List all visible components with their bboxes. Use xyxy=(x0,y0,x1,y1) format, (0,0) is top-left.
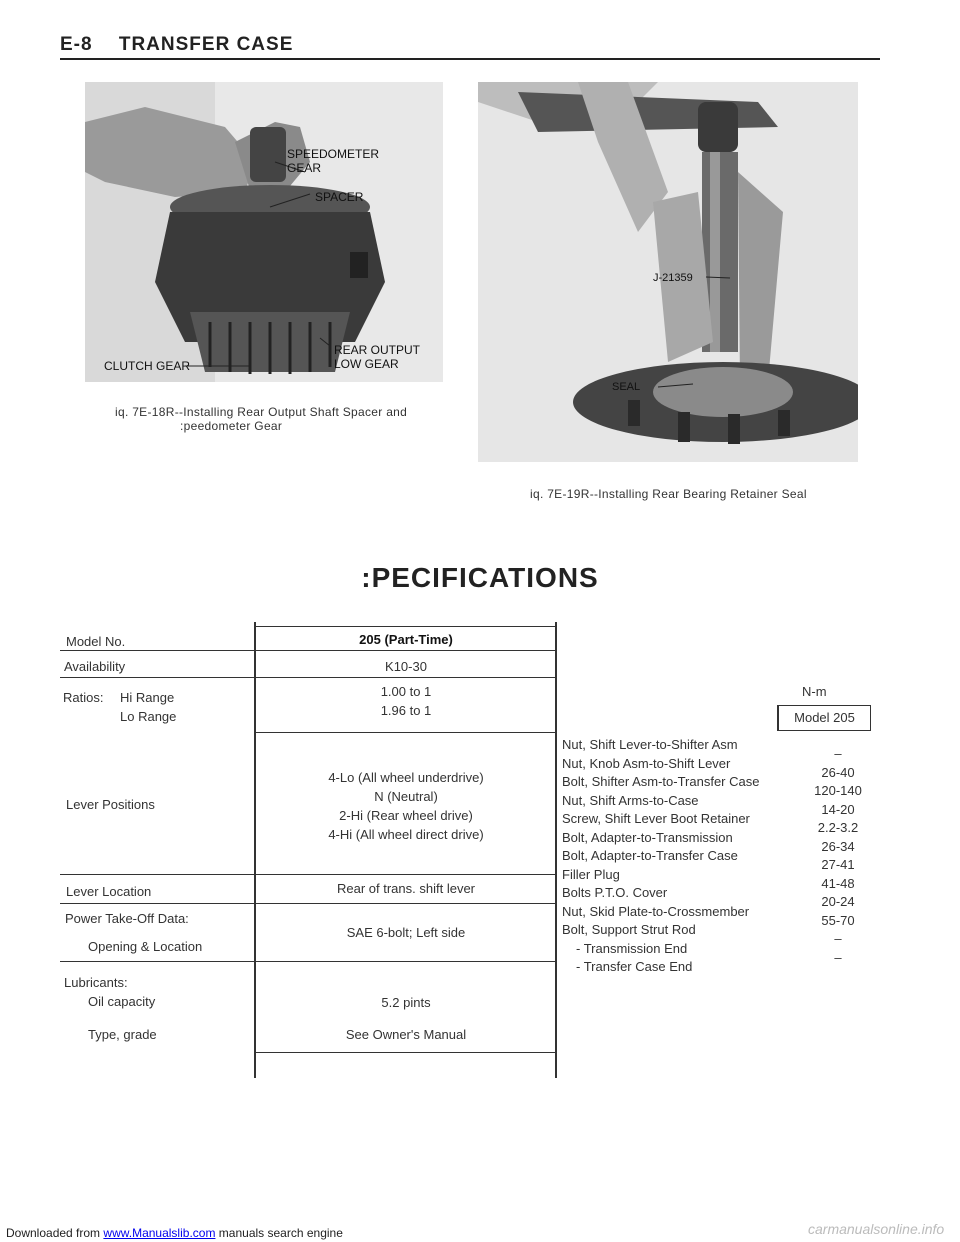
label-line: REAR OUTPUT xyxy=(334,343,421,357)
footer xyxy=(6,1226,343,1240)
spec-label-pto-opening: Opening & Location xyxy=(88,939,203,954)
torque-value: – xyxy=(834,931,842,946)
torque-value: 27-41 xyxy=(821,857,855,872)
spec-value-availability: K10-30 xyxy=(385,659,427,674)
torque-item: - Transmission End xyxy=(576,940,688,956)
spec-value-lever-pos-3: 2-Hi (Rear wheel drive) xyxy=(339,808,473,823)
torque-item: Bolt, Shifter Asm-to-Transfer Case xyxy=(562,774,760,789)
section-title: TRANSFER CASE xyxy=(118,34,294,55)
torque-value: – xyxy=(834,949,842,965)
header-rule xyxy=(60,58,880,60)
torque-value: 120-140 xyxy=(814,783,862,798)
label-tool-j21359: J-21359 xyxy=(653,272,693,284)
figure-right-caption: iq. 7E-19R--Installing Rear Bearing Retainer Seal xyxy=(530,487,807,501)
label-line: LOW GEAR xyxy=(334,357,399,371)
spec-label-lever-location: Lever Location xyxy=(66,884,152,899)
torque-model-header: Model 205 xyxy=(777,705,871,731)
torque-item: Bolt, Adapter-to-Transmission xyxy=(562,829,733,845)
torque-value: 26-34 xyxy=(821,838,855,854)
spec-value-lever-pos-1: 4-Lo (All wheel underdrive) xyxy=(328,770,484,785)
table-rule xyxy=(60,650,556,651)
manualslib-link[interactable]: www.Manualslib.com xyxy=(103,1226,216,1240)
torque-item: Nut, Knob Asm-to-Shift Lever xyxy=(562,755,731,771)
torque-values-list xyxy=(808,745,868,967)
label-clutch-gear: CLUTCH GEAR xyxy=(104,359,191,373)
caption-line: iq. 7E-18R--Installing Rear Output Shaft Spacer and xyxy=(115,405,408,419)
table-rule xyxy=(256,1052,556,1053)
label-speedometer-gear xyxy=(287,147,379,175)
spec-value-type-grade: See Owner's Manual xyxy=(345,1027,467,1042)
table-rule xyxy=(256,732,556,733)
label-line: GEAR xyxy=(287,161,322,175)
spec-label-pto: Power Take-Off Data: xyxy=(65,911,189,926)
table-rule xyxy=(60,874,556,875)
torque-item: Nut, Shift Lever-to-Shifter Asm xyxy=(562,737,738,752)
page-number: E-8 xyxy=(60,34,93,55)
spec-value-pto: SAE 6-bolt; Left side xyxy=(346,925,466,940)
table-rule xyxy=(60,677,556,678)
label-seal: SEAL xyxy=(612,381,641,393)
table-rule xyxy=(256,626,556,627)
page-header xyxy=(60,34,293,56)
torque-item: Bolts P.T.O. Cover xyxy=(562,885,668,900)
spec-value-lever-pos-2: N (Neutral) xyxy=(374,789,438,804)
caption-line: :peedometer Gear xyxy=(180,419,283,433)
specifications-title: :PECIFICATIONS xyxy=(361,562,599,593)
torque-value: 41-48 xyxy=(821,875,855,891)
torque-item: Nut, Shift Arms-to-Case xyxy=(562,792,699,808)
torque-item: Filler Plug xyxy=(562,866,620,882)
spec-value-model: 205 (Part-Time) xyxy=(359,632,453,647)
torque-item: Nut, Skid Plate-to-Crossmember xyxy=(562,903,750,919)
spec-value-lo-ratio: 1.96 to 1 xyxy=(380,703,432,718)
torque-item: Screw, Shift Lever Boot Retainer xyxy=(562,811,750,826)
torque-value: – xyxy=(834,746,842,761)
spec-label-lo-range: Lo Range xyxy=(120,709,177,724)
torque-items-list xyxy=(562,736,774,977)
spec-label-model-no: Model No. xyxy=(66,634,126,649)
torque-value: 2.2-3.2 xyxy=(817,820,859,835)
footer-suffix: manuals search engine xyxy=(218,1226,343,1240)
watermark: carmanualsonline.info xyxy=(808,1221,945,1237)
label-rear-output-low-gear xyxy=(334,343,420,371)
spec-label-lubricants: Lubricants: xyxy=(64,975,128,990)
spec-value-lever-location: Rear of trans. shift lever xyxy=(337,881,475,896)
footer-prefix: Downloaded from xyxy=(6,1226,101,1240)
torque-value: 55-70 xyxy=(821,912,855,928)
table-rule xyxy=(60,961,556,962)
spec-label-type-grade: Type, grade xyxy=(88,1027,157,1042)
spec-label-hi-range: Hi Range xyxy=(120,690,175,705)
spec-label-oil-capacity: Oil capacity xyxy=(88,994,156,1009)
torque-item: Bolt, Support Strut Rod xyxy=(562,922,696,937)
spec-value-lever-pos-4: 4-Hi (All wheel direct drive) xyxy=(328,827,484,842)
torque-value: 26-40 xyxy=(821,764,855,780)
torque-divider xyxy=(555,730,557,980)
spec-label-availability: Availability xyxy=(64,659,126,674)
torque-item: Bolt, Adapter-to-Transfer Case xyxy=(562,848,738,863)
spec-value-hi-ratio: 1.00 to 1 xyxy=(380,684,432,699)
torque-value: 14-20 xyxy=(821,801,855,817)
torque-value: 20-24 xyxy=(821,894,855,909)
spec-label-ratios: Ratios: xyxy=(63,690,104,705)
spec-label-lever-positions: Lever Positions xyxy=(66,797,155,812)
figure-left-caption xyxy=(115,405,407,433)
spec-value-oil-capacity: 5.2 pints xyxy=(381,995,431,1010)
torque-unit: N-m xyxy=(802,684,827,699)
figure-left-photo xyxy=(85,82,443,382)
table-rule xyxy=(60,903,556,904)
label-spacer: SPACER xyxy=(315,190,364,204)
label-line: SPEEDOMETER xyxy=(287,147,380,161)
torque-item: - Transfer Case End xyxy=(576,959,693,974)
